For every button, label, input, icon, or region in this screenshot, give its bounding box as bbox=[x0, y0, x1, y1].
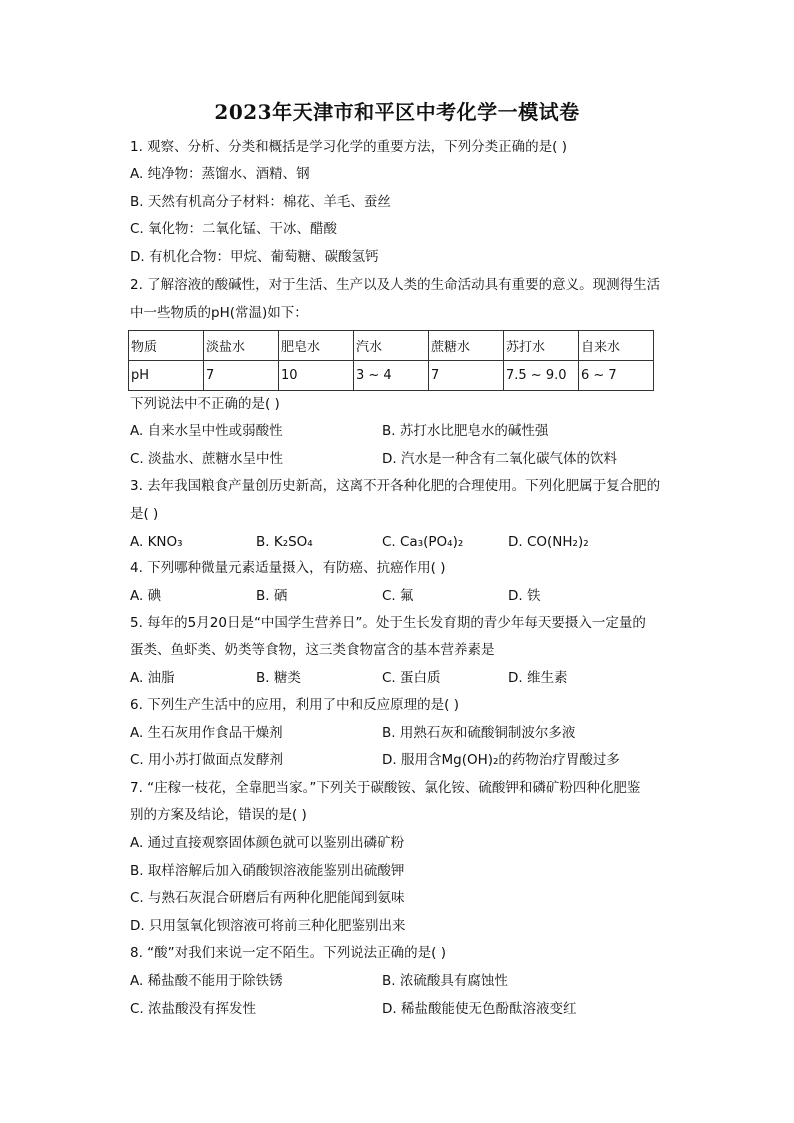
table-cell: 6 ~ 7 bbox=[579, 361, 654, 391]
question-1-option-a: A. 纯净物：蒸馏水、酒精、钢 bbox=[130, 166, 310, 182]
table-cell: 7.5 ~ 9.0 bbox=[504, 361, 579, 391]
question-5-option-d: D. 维生素 bbox=[508, 670, 568, 686]
question-4-stem: 4. 下列哪种微量元素适量摄入，有防癌、抗癌作用( ) bbox=[130, 560, 446, 576]
table-cell: 7 bbox=[204, 361, 279, 391]
table-cell: 苏打水 bbox=[504, 331, 579, 361]
question-3-stem-line-2: 是( ) bbox=[130, 506, 159, 522]
question-2-option-b: B. 苏打水比肥皂水的碱性强 bbox=[382, 423, 549, 439]
question-5-option-b: B. 糖类 bbox=[256, 670, 301, 686]
question-8-stem: 8. “酸”对我们来说一定不陌生。下列说法正确的是( ) bbox=[130, 945, 446, 961]
question-7-option-c: C. 与熟石灰混合研磨后有两种化肥能闻到氨味 bbox=[130, 890, 405, 906]
question-4-option-d: D. 铁 bbox=[508, 588, 541, 604]
question-8-option-d: D. 稀盐酸能使无色酚酞溶液变红 bbox=[382, 1001, 577, 1017]
table-cell: 蔗糖水 bbox=[429, 331, 504, 361]
question-5-stem-line-1: 5. 每年的5月20日是“中国学生营养日”。处于生长发育期的青少年每天要摄入一定量的 bbox=[130, 615, 646, 631]
question-5-option-c: C. 蛋白质 bbox=[382, 670, 441, 686]
page-title: 2023年天津市和平区中考化学一模试卷 bbox=[214, 100, 580, 124]
question-1-option-c: C. 氧化物：二氧化锰、干冰、醋酸 bbox=[130, 221, 338, 237]
table-cell: 3 ~ 4 bbox=[354, 361, 429, 391]
question-1-option-d: D. 有机化合物：甲烷、葡萄糖、碳酸氢钙 bbox=[130, 249, 379, 265]
question-2-prompt: 下列说法中不正确的是( ) bbox=[130, 396, 280, 412]
question-6-option-b: B. 用熟石灰和硫酸铜制波尔多液 bbox=[382, 725, 576, 741]
ph-table-header-row bbox=[129, 331, 654, 361]
question-3-option-a: A. KNO₃ bbox=[130, 534, 183, 550]
question-7-option-a: A. 通过直接观察固体颜色就可以鉴别出磷矿粉 bbox=[130, 835, 405, 851]
question-3-stem-line-1: 3. 去年我国粮食产量创历史新高，这离不开各种化肥的合理使用。下列化肥属于复合肥的 bbox=[130, 478, 661, 494]
question-2-option-a: A. 自来水呈中性或弱酸性 bbox=[130, 423, 283, 439]
question-7-stem-line-2: 别的方案及结论，错误的是( ) bbox=[130, 807, 307, 823]
question-2-option-c: C. 淡盐水、蔗糖水呈中性 bbox=[130, 451, 284, 467]
table-cell: 7 bbox=[429, 361, 504, 391]
question-2-stem-line-2: 中一些物质的pH(常温)如下： bbox=[130, 305, 308, 321]
question-8-option-a: A. 稀盐酸不能用于除铁锈 bbox=[130, 973, 283, 989]
table-cell: pH bbox=[129, 361, 204, 391]
question-5-option-a: A. 油脂 bbox=[130, 670, 175, 686]
question-3-option-b: B. K₂SO₄ bbox=[256, 534, 313, 550]
question-3-option-d: D. CO(NH₂)₂ bbox=[508, 534, 589, 550]
question-7-stem-line-1: 7. “庄稼一枝花，全靠肥当家。”下列关于碳酸铵、氯化铵、硫酸钾和磷矿粉四种化肥鉴 bbox=[130, 780, 641, 796]
table-cell: 汽水 bbox=[354, 331, 429, 361]
question-6-stem: 6. 下列生产生活中的应用，利用了中和反应原理的是( ) bbox=[130, 697, 459, 713]
question-7-option-b: B. 取样溶解后加入硝酸钡溶液能鉴别出硫酸钾 bbox=[130, 863, 405, 879]
ph-table-value-row bbox=[129, 361, 654, 391]
table-cell: 淡盐水 bbox=[204, 331, 279, 361]
question-4-option-b: B. 硒 bbox=[256, 588, 288, 604]
question-4-option-a: A. 碘 bbox=[130, 588, 162, 604]
ph-table bbox=[128, 330, 654, 391]
question-6-option-a: A. 生石灰用作食品干燥剂 bbox=[130, 725, 283, 741]
question-6-option-d: D. 服用含Mg(OH)₂的药物治疗胃酸过多 bbox=[382, 752, 620, 768]
question-8-option-c: C. 浓盐酸没有挥发性 bbox=[130, 1001, 257, 1017]
question-2-option-d: D. 汽水是一种含有二氧化碳气体的饮料 bbox=[382, 451, 617, 467]
question-8-option-b: B. 浓硫酸具有腐蚀性 bbox=[382, 973, 508, 989]
question-1-option-b: B. 天然有机高分子材料：棉花、羊毛、蚕丝 bbox=[130, 194, 391, 210]
question-5-stem-line-2: 蛋类、鱼虾类、奶类等食物，这三类食物富含的基本营养素是 bbox=[130, 642, 495, 658]
question-4-option-c: C. 氟 bbox=[382, 588, 414, 604]
question-6-option-c: C. 用小苏打做面点发酵剂 bbox=[130, 752, 284, 768]
table-cell: 物质 bbox=[129, 331, 204, 361]
table-cell: 自来水 bbox=[579, 331, 654, 361]
table-cell: 10 bbox=[279, 361, 354, 391]
table-cell: 肥皂水 bbox=[279, 331, 354, 361]
question-3-option-c: C. Ca₃(PO₄)₂ bbox=[382, 534, 464, 550]
question-7-option-d: D. 只用氢氧化钡溶液可将前三种化肥鉴别出来 bbox=[130, 918, 406, 934]
question-2-stem-line-1: 2. 了解溶液的酸碱性，对于生活、生产以及人类的生命活动具有重要的意义。现测得生活 bbox=[130, 277, 661, 293]
question-1-stem: 1. 观察、分析、分类和概括是学习化学的重要方法，下列分类正确的是( ) bbox=[130, 139, 567, 155]
